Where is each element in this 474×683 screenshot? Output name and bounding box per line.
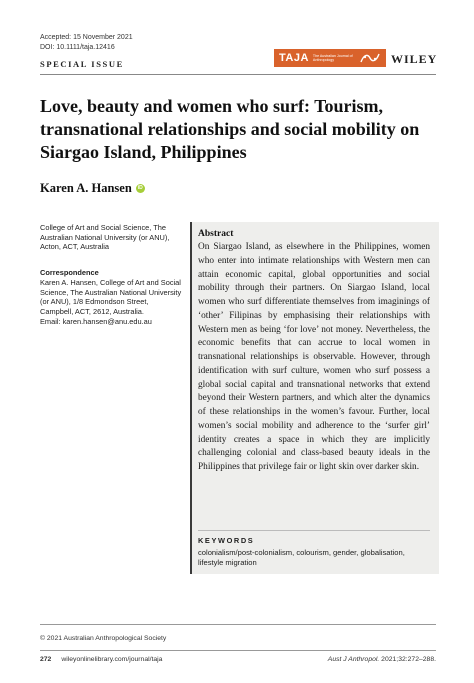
article-title: Love, beauty and women who surf: Tourism, transnational relationships and social mobility on Siargao Island, Philippines (40, 96, 420, 162)
correspondence-heading: Correspondence (40, 268, 99, 277)
section-label: SPECIAL ISSUE (40, 59, 124, 69)
orcid-icon[interactable]: iD (137, 185, 143, 191)
journal-logo-word: TAJA (279, 52, 309, 64)
citation (328, 656, 436, 663)
header-divider (40, 74, 436, 75)
abstract-heading: Abstract (198, 229, 234, 239)
journal-logo (274, 49, 386, 67)
doi-link[interactable]: DOI: 10.1111/taja.12416 (40, 44, 115, 51)
journal-logo-subtitle: The Australian Journal of Anthropology (312, 54, 353, 62)
accepted-date: Accepted: 15 November 2021 (40, 34, 133, 41)
author-name[interactable]: Karen A. Hansen (40, 181, 132, 195)
copyright-notice: © 2021 Australian Anthropological Society (40, 635, 167, 642)
affiliation: College of Art and Social Science, The Australian National University (or ANU), Acton, ACT, Australia (40, 223, 170, 252)
keywords-heading: KEYWORDS (198, 536, 255, 545)
correspondence-address: Karen A. Hansen, College of Art and Social Science, The Australian National University (or ANU), 1/8 Edmondson Street, Campbell, ACT, 2612, Australia. (40, 278, 182, 317)
page-number: 272 (40, 656, 52, 663)
citation-journal: Aust J Anthropol. (327, 656, 380, 663)
publisher-logo: WILEY (391, 52, 438, 66)
correspondence-email[interactable]: Email: karen.hansen@anu.edu.au (40, 317, 152, 326)
journal-url[interactable]: wileyonlinelibrary.com/journal/taja (61, 656, 163, 663)
author-line (40, 181, 145, 196)
footer-divider-top (40, 624, 436, 625)
page-footer (40, 656, 436, 663)
journal-emblem-icon (359, 51, 381, 65)
keywords-divider (198, 530, 430, 531)
footer-divider-bottom (40, 650, 436, 651)
keywords-list: colonialism/post-colonialism, colourism, gender, globalisation, lifestyle migration (198, 548, 405, 567)
abstract-text: On Siargao Island, as elsewhere in the Philippines, women who enter into intimate relationships with Western men can attain economic capital, global opportunities and social mobility through their partners. On Siargao Island, local women who surf differentiate themselves from imaginings of ‘other’ Filipinas by emphasising their relationships with Western men as being ‘for love’ not money. Nevertheless, the economic benefits that can accrue to local women in transnational relationships is observable. However, through identification with surf culture, women who surf possess a global social capital and transnational networks that extend beyond their Western partners, and which alter the dynamics of these relationships in the women’s favour. Further, local women’s social mobility and adherence to the ‘surfer girl’ identity creates a space in which they are implicitly challenging colonial and class-based beauty ideals in the Philippines that privilege fair or light skin over darker skin. (198, 242, 430, 472)
citation-detail: 2021;32:272–288. (379, 656, 436, 663)
